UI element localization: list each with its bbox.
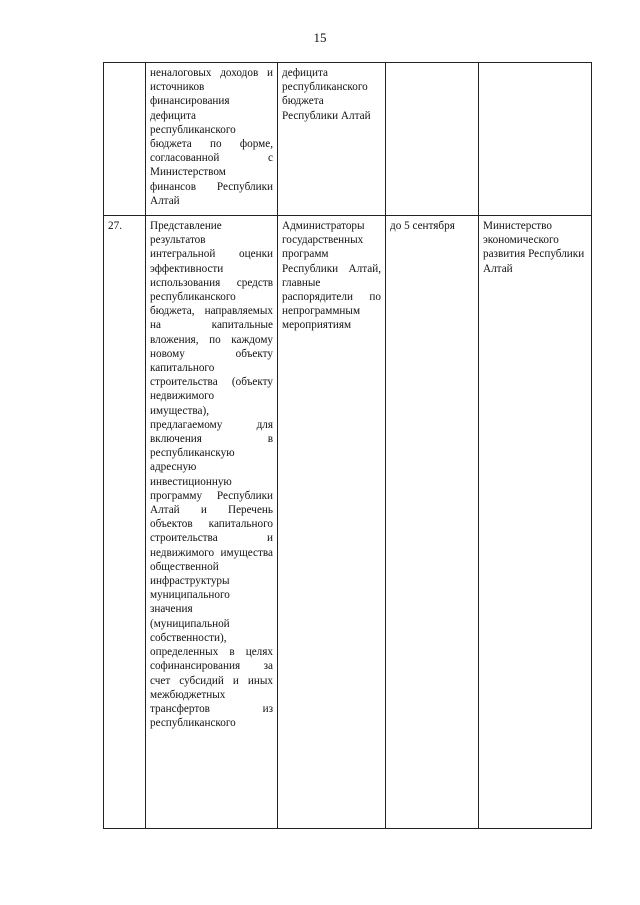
cell-responsible (479, 63, 592, 216)
page-number: 15 (313, 30, 327, 45)
cell-deadline (386, 63, 479, 216)
table-row-27 (104, 216, 592, 829)
table-row-continued (104, 63, 592, 216)
cell-activity: Представление результатов интегральной оценки эффективности использования средств республиканского бюджета, направляемых на капитальные вложения, по каждому новому объекту капитального строительства (объекту недвижимого имущества), предлагаемому для включения в республиканскую адресную инвестиционную программу Республики Алтай и Перечень объектов капитального строительства и недвижимого имущества общественной инфраструктуры муниципального значения (муниципальной собственности), определенных в целях софинансирования за счет субсидий и иных межбюджетных трансфертов из республиканского (146, 216, 278, 829)
cell-number (104, 63, 146, 216)
cell-activity: неналоговых доходов и источников финансирования дефицита республиканского бюджета по форме, согласованной с Министерством финансов Республики Алтай (146, 63, 278, 216)
plan-table (103, 62, 592, 829)
cell-deadline: до 5 сентября (386, 216, 479, 829)
cell-participants: дефицита республиканского бюджета Республики Алтай (278, 63, 386, 216)
cell-responsible: Министерство экономического развития Республики Алтай (479, 216, 592, 829)
cell-participants: Администраторы государственных программ Республики Алтай, главные распорядители по непрограммным мероприятиям (278, 216, 386, 829)
cell-number: 27. (104, 216, 146, 829)
